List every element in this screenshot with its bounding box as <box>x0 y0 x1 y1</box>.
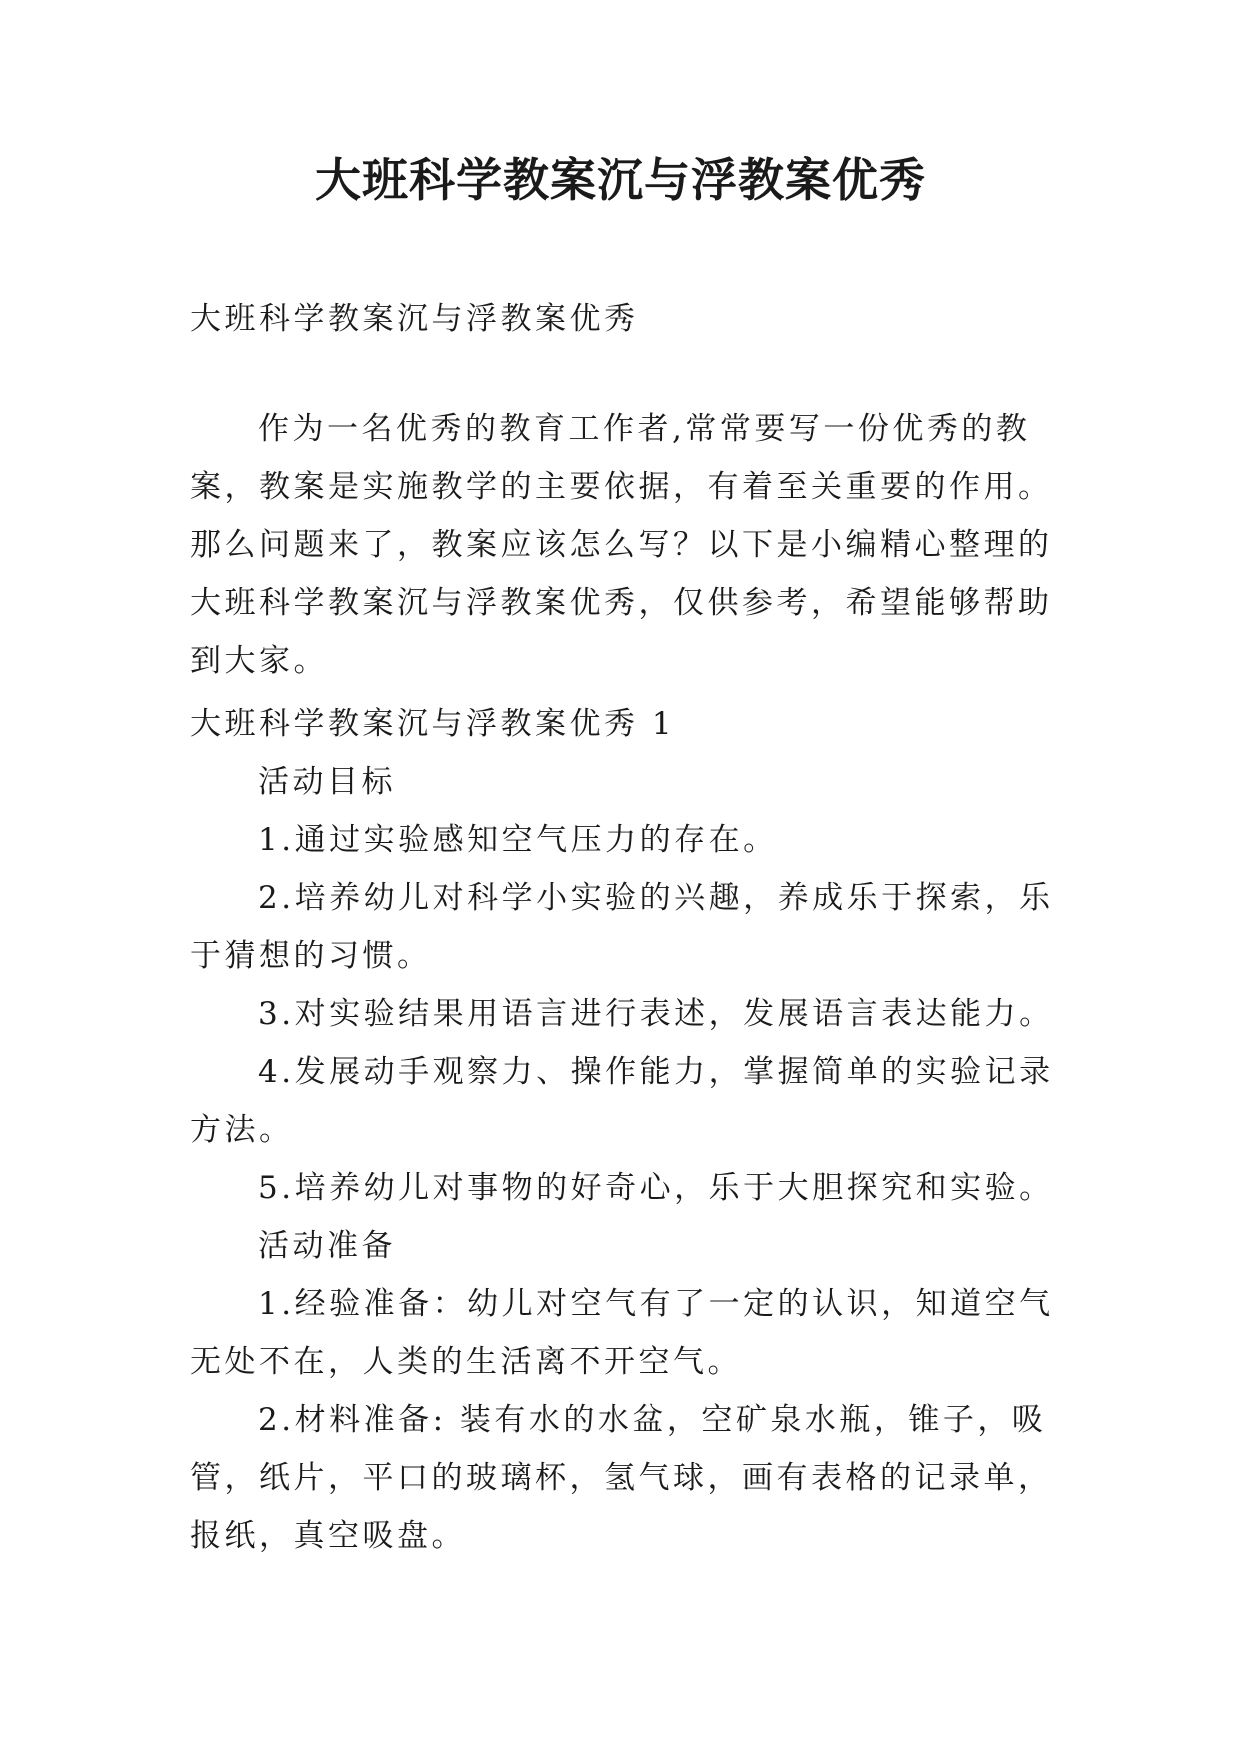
prep-item: 2.材料准备: 装有水的水盆，空矿泉水瓶，锥子，吸管，纸片，平口的玻璃杯，氢气球，画有表格的记录单，报纸，真空吸盘。 <box>190 1402 1053 1554</box>
subtitle-text: 大班科学教案沉与浮教案优秀 <box>190 301 639 337</box>
prep-item: 1.经验准备：幼儿对空气有了一定的认识，知道空气无处不在，人类的生活离不开空气。 <box>190 1286 1054 1380</box>
document-title: 大班科学教案沉与浮教案优秀 <box>315 153 926 207</box>
intro-text: 作为一名优秀的教育工作者,常常要写一份优秀的教案，教案是实施教学的主要依据，有着至关重要的作用。那么问题来了，教案应该怎么写？以下是小编精心整理的大班科学教案沉与浮教案优秀，仅供参考，希望能够帮助到大家。 <box>190 411 1053 679</box>
goals-heading: 活动目标 <box>258 764 396 800</box>
prep-heading: 活动准备 <box>258 1228 396 1264</box>
goal-item: 1.通过实验感知空气压力的存在。 <box>258 822 778 858</box>
goal-item: 4.发展动手观察力、操作能力，掌握简单的实验记录方法。 <box>190 1054 1054 1148</box>
goal-item: 5.培养幼儿对事物的好奇心，乐于大胆探究和实验。 <box>258 1170 1054 1206</box>
section-1 <box>190 695 1070 1565</box>
intro-paragraph <box>190 400 1070 690</box>
goal-item: 2.培养幼儿对科学小实验的兴趣，养成乐于探索，乐于猜想的习惯。 <box>190 880 1054 974</box>
goal-item: 3.对实验结果用语言进行表述，发展语言表达能力。 <box>258 996 1054 1032</box>
document-subtitle <box>190 290 1070 348</box>
section-heading: 大班科学教案沉与浮教案优秀 1 <box>190 706 676 742</box>
